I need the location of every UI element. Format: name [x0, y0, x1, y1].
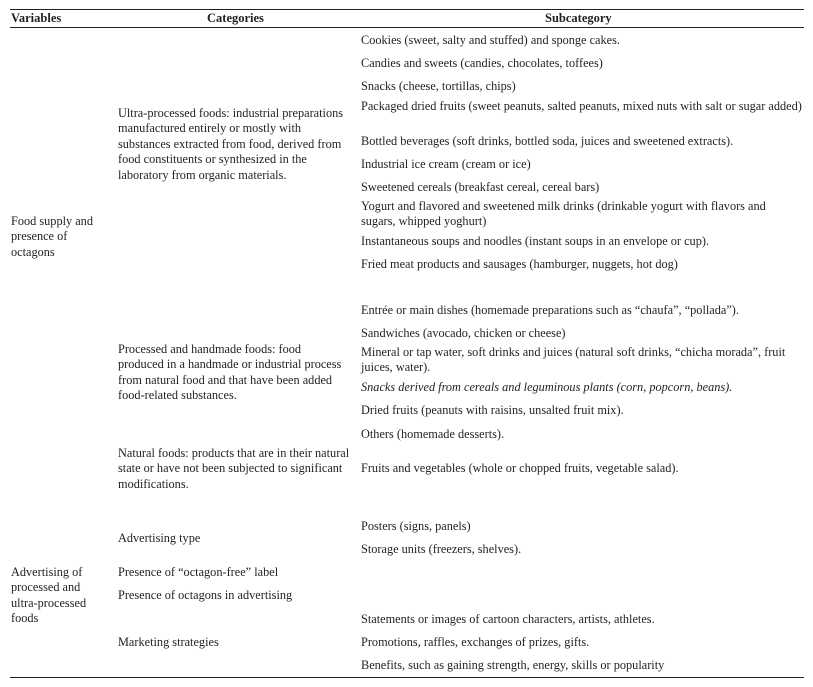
subcategory-item: Others (homemade desserts).: [361, 427, 505, 441]
subcategory-item: Bottled beverages (soft drinks, bottled soda, juices and sweetened extracts).: [361, 134, 734, 148]
subcategory-item: Mineral or tap water, soft drinks and juices (natural soft drinks, “chicha morada”, fruit juices, water).: [361, 345, 786, 375]
subcategory-item: Posters (signs, panels): [361, 519, 471, 533]
subcategory-item: Dried fruits (peanuts with raisins, unsalted fruit mix).: [361, 403, 624, 417]
subcategory-item: Promotions, raffles, exchanges of prizes, gifts.: [361, 635, 590, 649]
subcategory-item: Benefits, such as gaining strength, energy, skills or popularity: [361, 658, 665, 672]
top-rule: [10, 9, 804, 10]
category-advertising-type: Advertising type: [118, 531, 201, 545]
subcategory-item: Fried meat products and sausages (hamburger, nuggets, hot dog): [361, 257, 678, 271]
header-rule: [10, 27, 804, 28]
subcategory-item: Industrial ice cream (cream or ice): [361, 157, 531, 171]
subcategory-item: Cookies (sweet, salty and stuffed) and sponge cakes.: [361, 33, 620, 47]
subcategory-item: Entrée or main dishes (homemade preparations such as “chaufa”, “pollada”).: [361, 303, 739, 317]
subcategory-item: Instantaneous soups and noodles (instant soups in an envelope or cup).: [361, 234, 710, 248]
subcategory-item: Snacks (cheese, tortillas, chips): [361, 79, 516, 93]
column-header-subcategory: Subcategory: [545, 11, 612, 25]
category-ultra-processed: Ultra-processed foods: industrial preparations manufactured entirely or mostly with substances extracted from food, derived from food constituents or synthesized in the laboratory from organic materials.: [118, 106, 344, 182]
subcategory-item: Yogurt and flavored and sweetened milk drinks (drinkable yogurt with flavors and sugars, whipped yoghurt): [361, 199, 766, 229]
column-header-variables: Variables: [11, 11, 62, 25]
subcategory-item: Fruits and vegetables (whole or chopped fruits, vegetable salad).: [361, 461, 679, 475]
column-header-categories: Categories: [207, 11, 264, 25]
subcategory-item: Snacks derived from cereals and leguminous plants (corn, popcorn, beans).: [361, 380, 733, 394]
subcategory-item: Packaged dried fruits (sweet peanuts, salted peanuts, mixed nuts with salt or sugar added): [361, 99, 802, 113]
subcategory-item: Storage units (freezers, shelves).: [361, 542, 522, 556]
subcategory-item: Statements or images of cartoon characters, artists, athletes.: [361, 612, 655, 626]
variable-advertising: Advertising of processed and ultra-processed foods: [11, 565, 87, 626]
category-octagon-free-label: Presence of “octagon-free” label: [118, 565, 279, 579]
bottom-rule: [10, 677, 804, 678]
category-natural: Natural foods: products that are in their natural state or have not been subjected to significant modifications.: [118, 446, 350, 491]
variable-food-supply: Food supply and presence of octagons: [11, 214, 93, 259]
category-marketing-strategies: Marketing strategies: [118, 635, 219, 649]
subcategory-item: Sandwiches (avocado, chicken or cheese): [361, 326, 566, 340]
subcategory-item: Sweetened cereals (breakfast cereal, cereal bars): [361, 180, 600, 194]
category-octagons-in-advertising: Presence of octagons in advertising: [118, 588, 293, 602]
subcategory-item: Candies and sweets (candies, chocolates, toffees): [361, 56, 603, 70]
category-processed-handmade: Processed and handmade foods: food produced in a handmade or industrial process from natural food and that have been added food-related substances.: [118, 342, 342, 403]
